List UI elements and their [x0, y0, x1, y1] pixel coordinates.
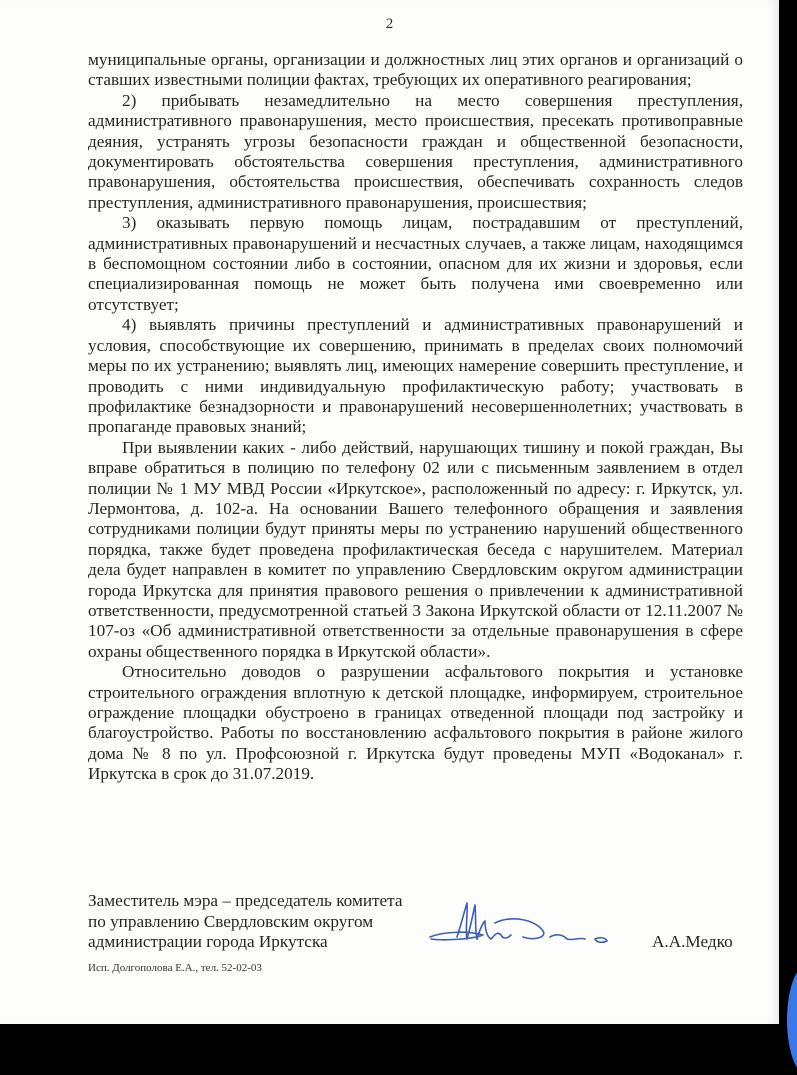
paragraph-item-2: 2) прибывать незамедлительно на место совершения преступления, административного правонарушения, место происшествия, пресекать противоправные деяния, устранять угрозы безопасности граждан и общественной безопасности, документировать обстоятельства совершения преступления, административного правонарушения, обстоятельства происшествия, обеспечивать сохранность следов преступления, административного правонарушения, происшествия;	[88, 90, 743, 212]
paragraph-item-3: 3) оказывать первую помощь лицам, пострадавшим от преступлений, административных правонарушений и несчастных случаев, а также лицам, находящимся в беспомощном состоянии либо в состоянии, опасном для их жизни и здоровья, если специализированная помощь не может быть получена ими своевременно или отсутствует;	[88, 213, 743, 314]
signer-name: А.А.Медко	[652, 932, 733, 951]
paragraph-continuation: муниципальные органы, организации и должностных лиц этих органов и организаций о ставших известными полиции фактах, требующих их оперативного реагирования;	[88, 50, 743, 90]
signatory-title-line: администрации города Иркутска	[88, 932, 328, 951]
paragraph-asphalt-info: Относительно доводов о разрушении асфальтового покрытия и установке строительного ограждения вплотную к детской площадке, информируем, строительное ограждение площадки обустроено в границах отведенной площади под застройку и благоустройство. Работы по восстановлению асфальтового покрытия в районе жилого дома № 8 по ул. Профсоюзной г. Иркутска будут проведены МУП «Водоканал» г. Иркутска в срок до 31.07.2019.	[88, 662, 743, 784]
handwritten-signature-icon	[425, 895, 620, 955]
page-number: 2	[385, 16, 394, 32]
floating-button-edge[interactable]	[787, 965, 797, 1075]
signatory-title-line: Заместитель мэра – председатель комитета	[88, 891, 403, 910]
paragraph-item-4: 4) выявлять причины преступлений и административных правонарушений и условия, способствующие их совершению, принимать в пределах своих полномочий меры по их устранению; выявлять лиц, имеющих намерение совершить преступление, и проводить с ними индивидуальную профилактическую работу; участвовать в профилактике безнадзорности и правонарушений несовершеннолетних; участвовать в пропаганде правовых знаний;	[88, 315, 743, 437]
paragraph-police-info: При выявлении каких - либо действий, нарушающих тишину и покой граждан, Вы вправе обратиться в полицию по телефону 02 или с письменным заявлением в отдел полиции № 1 МУ МВД России «Иркутское», расположенный по адресу: г. Иркутск, ул. Лермонтова, д. 102-а. На основании Вашего телефонного обращения и заявления сотрудниками полиции будут приняты меры по устранению нарушений общественного порядка, также будет проведена профилактическая беседа с нарушителем. Материал дела будет направлен в комитет по управлению Свердловским округом администрации города Иркутска для принятия правового решения о привлечении к административной ответственности, предусмотренной статьей 3 Закона Иркутской области от 12.11.2007 № 107-оз «Об административной ответственности за отдельные правонарушения в сфере охраны общественного порядка в Иркутской области».	[88, 437, 743, 661]
signatory-title-line: по управлению Свердловским округом	[88, 911, 374, 931]
document-body	[88, 50, 743, 785]
signatory-title	[88, 891, 403, 953]
executor-contact: Исп. Долгополова Е.А., тел. 52-02-03	[88, 962, 262, 974]
